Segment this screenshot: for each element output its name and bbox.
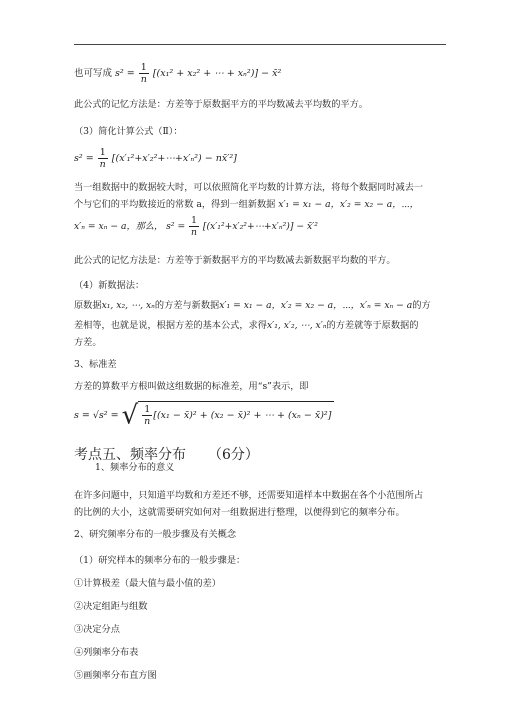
paragraph-line: 在许多问题中，只知道平均数和方差还不够，还需要知道样本中数据在各个小范围所占 xyxy=(74,490,424,501)
paragraph-line: 差相等，也就是说，根据方差的基本公式，求得x′₁, x′₂, ⋯, x′ₙ的方差就等于原数据的 xyxy=(74,320,419,331)
formula-simplified-2: s² = $\frac{1}{n}$ [(x′₁²+x′₂²+⋯+x′ₙ²) − nx̄′²] xyxy=(74,147,237,170)
subheading-simplified-formula-2: （3）简化计算公式（Ⅱ）： xyxy=(74,126,183,137)
formula-standard-deviation: s = √s² = √ $\frac{1}{n}$ [(x₁ − x̄)² + (x₂ − x̄)² + ⋯ + (xₙ − x̄)²] xyxy=(74,401,334,427)
list-item: ①计算极差（最大值与最小值的差） xyxy=(74,578,221,589)
paragraph-line: 原数据x₁, x₂, ⋯, xₙ的方差与新数据x′₁ = x₁ − a，x′₂ = x₂ − a，⋯，x′ₙ = xₙ − a的方 xyxy=(74,300,431,311)
fraction-1-over-n: $\frac{1}{n}$ xyxy=(140,62,147,85)
paragraph-line: 方差的算数平方根叫做这组数据的标准差，用“s”表示，即 xyxy=(74,381,309,392)
heading-standard-deviation: 3、标准差 xyxy=(74,359,117,370)
list-item: ⑤画频率分布直方图 xyxy=(74,670,157,681)
subheading-new-data-method: （4）新数据法： xyxy=(74,280,145,291)
paragraph-line: 个与它们的平均数接近的常数 a，得到一组新数据 x′₁ = x₁ − a，x′₂ = x₂ − a，⋯， xyxy=(74,199,419,210)
formula-variance-alt xyxy=(74,62,281,85)
paragraph-line: 当一组数据中的数据较大时，可以依照简化平均数的计算方法，将每个数据同时减去一 xyxy=(74,182,424,193)
sqrt-icon: √ xyxy=(121,400,139,431)
subheading-general-steps: （1）研究样本的频率分布的一般步骤是： xyxy=(74,555,246,566)
section-title-frequency-distribution: 考点五、频率分布 （6分） xyxy=(74,447,259,463)
subheading-frequency-meaning: 1、频率分布的意义 xyxy=(95,462,175,473)
text-prefix: 也可写成 xyxy=(74,68,113,79)
memory-note-2: 此公式的记忆方法是：方差等于新数据平方的平均数减去新数据平均数的平方。 xyxy=(74,255,396,266)
paragraph-line: 方差。 xyxy=(74,337,102,348)
formula-rhs: [(x₁² + x₂² + ⋯ + xₙ²)] − x̄² xyxy=(152,68,282,79)
formula-new-data: x′ₙ = xₙ − a，那么， s² = $\frac{1}{n}$ [(x′₁²+x′₂²+⋯+x′ₙ²)] − x̄′² xyxy=(74,215,318,238)
list-item: ④列频率分布表 xyxy=(74,647,139,658)
list-item: ②决定组距与组数 xyxy=(74,601,148,612)
subheading-steps: 2、研究频率分布的一般步骤及有关概念 xyxy=(74,529,237,540)
memory-note-1: 此公式的记忆方法是：方差等于原数据平方的平均数减去平均数的平方。 xyxy=(74,99,368,110)
header-rule xyxy=(74,44,446,45)
list-item: ③决定分点 xyxy=(74,624,120,635)
formula-lhs: s² = xyxy=(115,68,135,79)
paragraph-line: 的比例的大小，这就需要研究如何对一组数据进行整理，以便得到它的频率分布。 xyxy=(74,507,405,518)
